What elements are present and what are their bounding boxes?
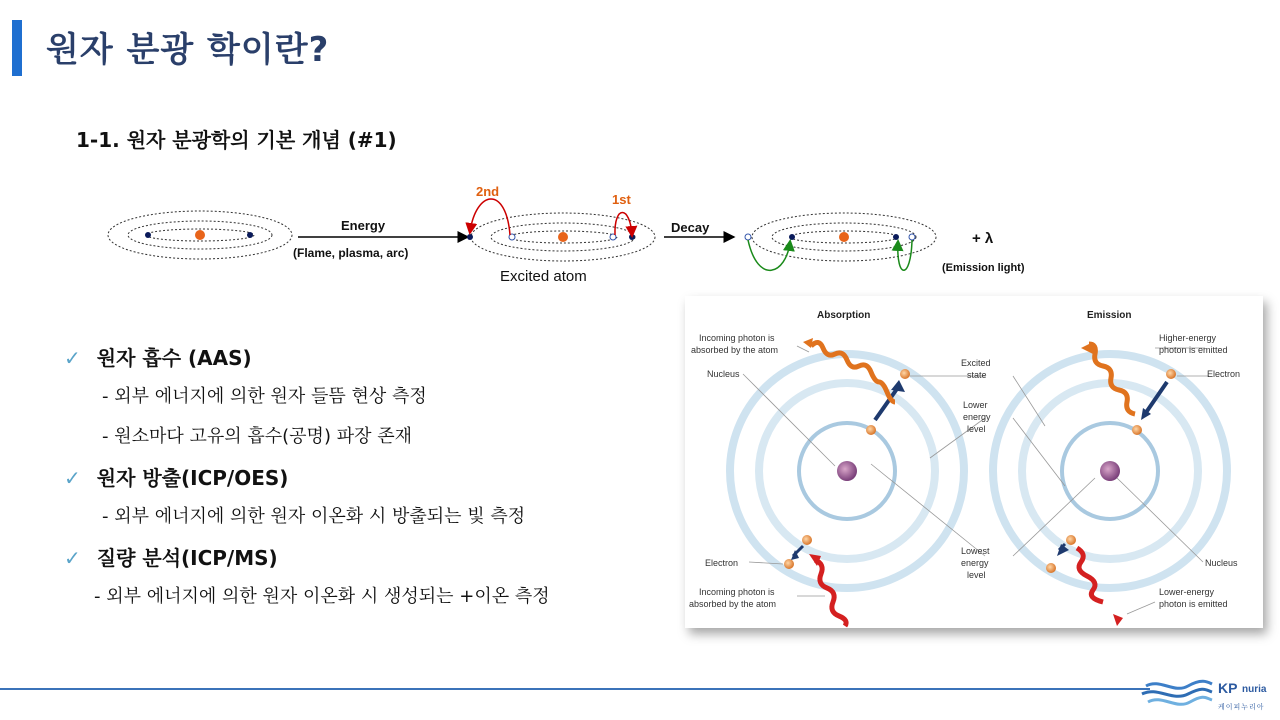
incoming-top-line-1: Incoming photon is: [699, 333, 775, 343]
bullet-sub: - 외부 에너지에 의한 원자 이온화 시 방출되는 빛 측정: [102, 506, 526, 527]
check-icon: ✓: [64, 346, 81, 370]
electron-right-label: Electron: [1207, 369, 1241, 379]
lambda-label: + λ: [972, 230, 994, 247]
title-accent-bar: [12, 20, 22, 76]
emission-atom: [993, 342, 1227, 626]
lower-level-line-2: energy: [963, 412, 991, 422]
ground-atom: [108, 211, 292, 259]
absorption-emission-illustration: [685, 296, 1263, 628]
emission-title: Emission: [1087, 310, 1132, 321]
bullet-label: 질량 분석(ICP/MS): [96, 546, 278, 570]
excited-atom: [467, 199, 655, 261]
lower-energy-line-1: Lower-energy: [1159, 587, 1215, 597]
bullet-aas: [64, 342, 252, 371]
lower-level-line-1: Lower: [963, 400, 988, 410]
bullet-label: 원자 방출(ICP/OES): [96, 466, 289, 490]
lowest-level-line-2: energy: [961, 558, 989, 568]
wave-logo-icon: [1140, 672, 1214, 716]
incoming-bottom-line-1: Incoming photon is: [699, 587, 775, 597]
higher-energy-line-2: photon is emitted: [1159, 345, 1228, 355]
higher-energy-line-1: Higher-energy: [1159, 333, 1217, 343]
section-title: 1-1. 원자 분광학의 기본 개념 (#1): [76, 128, 397, 152]
excited-state-line-2: state: [967, 370, 987, 380]
incoming-bottom-line-2: absorbed by the atom: [689, 599, 777, 609]
incoming-top-line-2: absorbed by the atom: [691, 345, 779, 355]
bullet-sub: - 원소마다 고유의 흡수(공명) 파장 존재: [102, 426, 412, 447]
decay-label: Decay: [671, 220, 710, 235]
first-orbit-label: 1st: [612, 192, 631, 207]
lowest-level-line-1: Lowest: [961, 546, 990, 556]
illustration-svg: [685, 296, 1263, 628]
nucleus-left-label: Nucleus: [707, 369, 740, 379]
check-icon: ✓: [64, 546, 81, 570]
logo-kp-text: KP: [1218, 680, 1238, 696]
energy-sub-label: (Flame, plasma, arc): [293, 246, 409, 260]
lowest-level-line-3: level: [967, 570, 986, 580]
excited-state-line-1: Excited: [961, 358, 991, 368]
absorption-title: Absorption: [817, 310, 871, 321]
page-title: 원자 분광 학이란?: [46, 30, 330, 70]
bullet-label: 원자 흡수 (AAS): [96, 346, 252, 370]
footer-divider: [0, 688, 1150, 690]
emission-light-label: (Emission light): [942, 262, 1025, 274]
check-icon: ✓: [64, 466, 81, 490]
bullet-sub: - 외부 에너지에 의한 원자 들뜸 현상 측정: [102, 386, 427, 407]
excited-atom-label: Excited atom: [500, 268, 587, 285]
absorption-atom: [730, 338, 964, 626]
bullet-icp-ms: [64, 542, 278, 571]
bullet-sub: - 외부 에너지에 의한 원자 이온화 시 생성되는 +이온 측정: [94, 586, 550, 607]
decay-atom: [745, 213, 936, 270]
atom-excitation-diagram: [96, 180, 1056, 290]
logo-nuria-text: nuria: [1242, 684, 1267, 695]
nucleus-right-label: Nucleus: [1205, 558, 1238, 568]
second-orbit-label: 2nd: [476, 184, 500, 199]
lower-energy-line-2: photon is emitted: [1159, 599, 1228, 609]
bullet-icp-oes: [64, 462, 288, 491]
energy-label: Energy: [341, 218, 386, 233]
company-logo: [1140, 672, 1270, 716]
logo-korean-text: 케이피누리아: [1218, 703, 1265, 711]
electron-left-label: Electron: [705, 558, 739, 568]
lower-level-line-3: level: [967, 424, 986, 434]
